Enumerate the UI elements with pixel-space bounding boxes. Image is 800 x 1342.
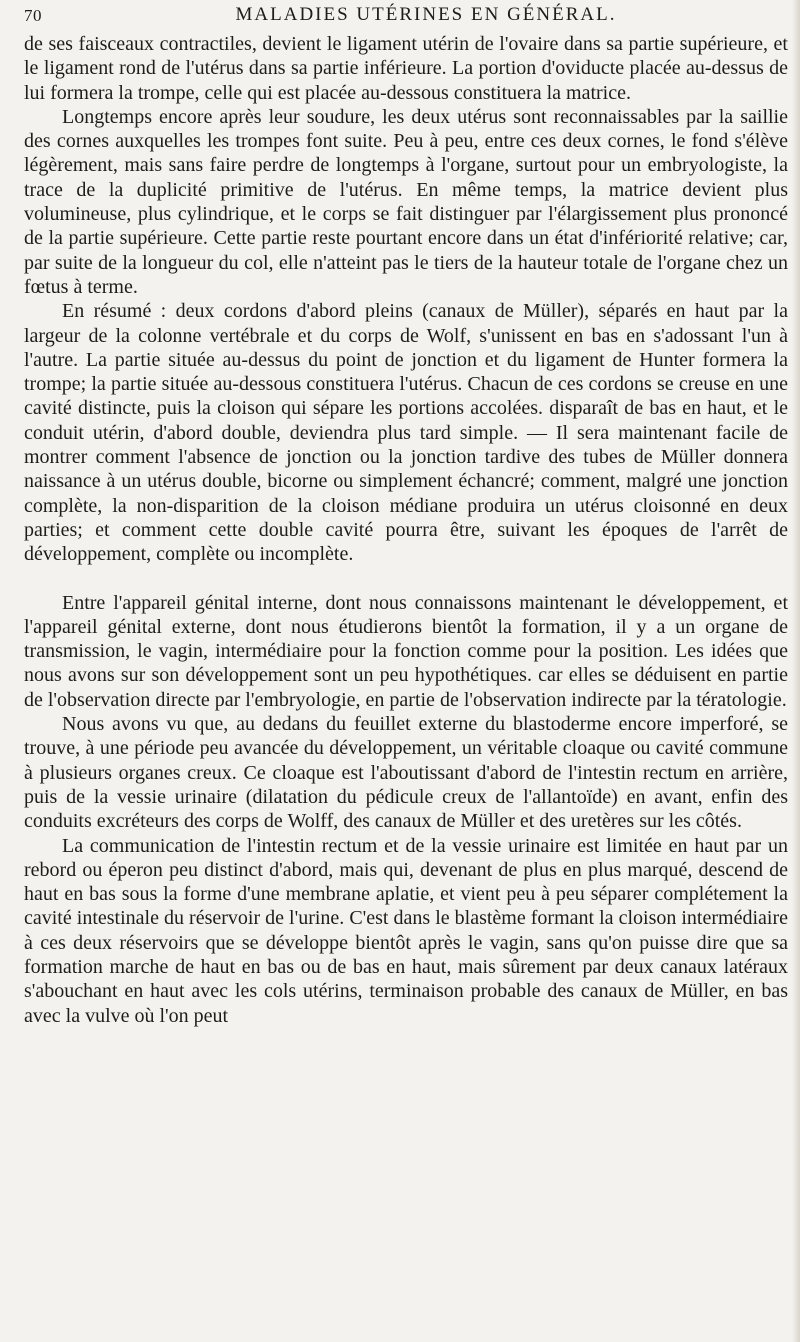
running-head bbox=[24, 4, 788, 30]
paragraph-communication: La communication de l'intestin rectum et de la vessie urinaire est limitée en haut par un rebord ou éperon peu distinct d'abord, mais qui, devenant de plus en plus marqué, descend de haut en bas sous la forme d'une membrane aplatie, et vient peu à peu séparer complétement la cavité intestinale du réservoir de l'urine. C'est dans le blastème formant la cloison intermédiaire à ces deux réservoirs que se développe bientôt après le vagin, sans qu'on puisse dire que sa formation marche de haut en bas ou de bas en haut, mais sûrement par deux canaux latéraux s'abouchant en haut avec les cols utérins, terminaison probable des canaux de Müller, en bas avec la vulve où l'on peut bbox=[24, 834, 788, 1027]
page-edge-shadow bbox=[792, 0, 800, 1342]
paragraph-summary: En résumé : deux cordons d'abord pleins (canaux de Müller), séparés en haut par la largeur de la colonne vertébrale et du corps de Wolf, s'unissent en bas en s'adossant l'un à l'autre. La partie située au-dessus du point de jonction et du ligament de Hunter formera la trompe; la partie située au-dessous constituera l'utérus. Chacun de ces cordons se creuse en une cavité distincte, puis la cloison qui sépare les portions accolées. disparaît de bas en haut, et le conduit utérin, d'abord double, deviendra plus tard simple. — Il sera maintenant facile de montrer comment l'absence de jonction ou la jonction tardive des tubes de Müller donnera naissance à un utérus double, bicorne ou simplement échancré; comment, malgré une jonction complète, la non-disparition de la cloison médiane produira un utérus cloisonné en deux parties; et comment cette double cavité pourra être, suivant les époques de l'arrêt de développement, complète ou incomplète. bbox=[24, 300, 788, 566]
paragraph-continuation: de ses faisceaux contractiles, devient le ligament utérin de l'ovaire dans sa partie supérieure, et le ligament rond de l'utérus dans sa partie inférieure. La portion d'oviducte placée au-dessus de lui formera la trompe, celle qui est placée au-dessous constituera la matrice. bbox=[24, 33, 788, 104]
paragraph-vagina-intro: Entre l'appareil génital interne, dont nous connaissons maintenant le développement, et l'appareil génital externe, dont nous étudierons bientôt la formation, il y a un organe de transmission, le vagin, intermédiaire pour la fonction comme pour la position. Les idées que nous avons sur son développement sont un peu hypothétiques. car elles se déduisent en partie de l'observation directe par l'embryologie, en partie de l'observation indirecte par la tératologie. bbox=[24, 591, 788, 711]
paragraph-uterus-development: Longtemps encore après leur soudure, les deux utérus sont reconnaissables par la saillie des cornes auxquelles les trompes font suite. Peu à peu, entre ces deux cornes, le fond s'élève légèrement, mais sans faire perdre de longtemps à l'organe, surtout pour un embryologiste, la trace de la duplicité primitive de l'utérus. En même temps, la matrice devient plus volumineuse, plus cylindrique, et le corps se fait distinguer par l'élargissement plus prononcé de la partie supérieure. Cette partie reste pourtant encore dans un état d'infériorité relative; car, par suite de la longueur du col, elle n'atteint pas le tiers de la hauteur totale de l'organe chez un fœtus à terme. bbox=[24, 105, 788, 298]
book-page bbox=[24, 0, 788, 1342]
body-text bbox=[24, 32, 788, 1028]
paragraph-cloaca: Nous avons vu que, au dedans du feuillet externe du blastoderme encore imperforé, se trouve, à une période peu avancée du développement, un véritable cloaque ou cavité commune à plusieurs organes creux. Ce cloaque est l'aboutissant d'abord de l'intestin rectum en arrière, puis de la vessie urinaire (dilatation du pédicule creux de l'allantoïde) en avant, enfin des conduits excréteurs des corps de Wolff, des canaux de Müller et des uretères sur les côtés. bbox=[24, 713, 788, 833]
running-title: MALADIES UTÉRINES EN GÉNÉRAL. bbox=[235, 4, 617, 25]
page-number: 70 bbox=[24, 6, 42, 25]
